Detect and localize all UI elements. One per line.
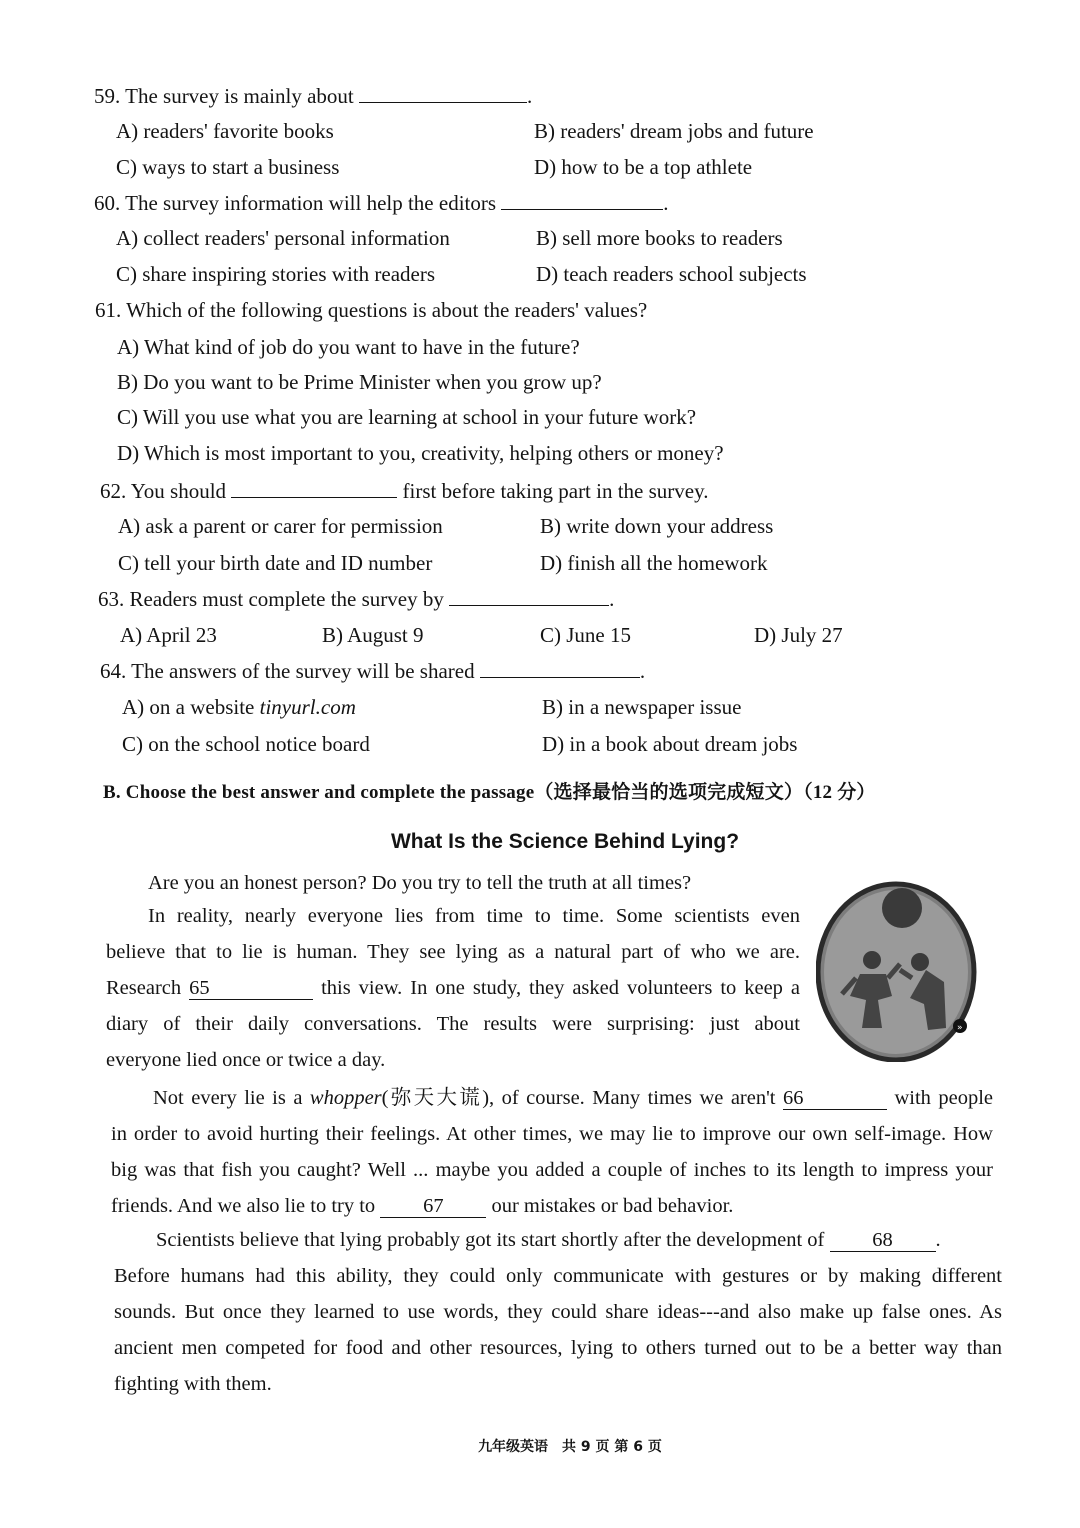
option-64-c[interactable]: C) on the school notice board bbox=[122, 732, 370, 756]
option-63-d[interactable]: D) July 27 bbox=[754, 623, 843, 647]
option-64-a[interactable]: A) on a website tinyurl.com bbox=[122, 695, 356, 719]
option-62-a[interactable]: A) ask a parent or carer for permission bbox=[118, 514, 443, 538]
passage-paragraph-3: Not every lie is a whopper(弥天大谎), of course. Many times we aren't 66 with people in order to avoid hurting their feelings. At other times, we may lie to improve our own self-image. How big was that fish you caught? Well ... maybe you added a couple of inches to its length to impress your friends. And we also lie to try to 67 our mistakes or bad behavior. bbox=[111, 1087, 994, 1217]
passage-paragraph-4: Scientists believe that lying probably got its start shortly after the development of 68 . Before humans had this ability, they could only communicate with gestures or by making different sounds. But once they learned to use words, they could share ideas---and also make up false ones. As ancient men competed for food and other resources, lying to others turned out to be a better way than fighting with them. bbox=[114, 1229, 1002, 1395]
option-62-b[interactable]: B) write down your address bbox=[540, 514, 774, 538]
blank-67[interactable]: 67 bbox=[380, 1195, 486, 1218]
answer-blank[interactable] bbox=[480, 657, 640, 678]
option-60-a[interactable]: A) collect readers' personal information bbox=[116, 226, 450, 250]
option-62-d[interactable]: D) finish all the homework bbox=[540, 551, 768, 575]
option-64-d[interactable]: D) in a book about dream jobs bbox=[542, 732, 798, 756]
option-61-b[interactable]: B) Do you want to be Prime Minister when you grow up? bbox=[117, 370, 602, 394]
answer-blank[interactable] bbox=[359, 82, 527, 103]
option-59-b[interactable]: B) readers' dream jobs and future bbox=[534, 119, 814, 143]
option-63-b[interactable]: B) August 9 bbox=[322, 623, 424, 647]
option-60-d[interactable]: D) teach readers school subjects bbox=[536, 262, 807, 286]
blank-66[interactable]: 66 bbox=[783, 1087, 887, 1110]
option-61-c[interactable]: C) Will you use what you are learning at school in your future work? bbox=[117, 405, 697, 429]
option-61-a[interactable]: A) What kind of job do you want to have in the future? bbox=[117, 335, 580, 359]
question-64-stem: 64. The answers of the survey will be shared . bbox=[100, 659, 646, 683]
answer-blank[interactable] bbox=[231, 477, 397, 498]
option-60-c[interactable]: C) share inspiring stories with readers bbox=[116, 262, 436, 286]
option-60-b[interactable]: B) sell more books to readers bbox=[536, 226, 783, 250]
option-59-c[interactable]: C) ways to start a business bbox=[116, 155, 340, 179]
option-62-c[interactable]: C) tell your birth date and ID number bbox=[118, 551, 433, 575]
question-61-stem: 61. Which of the following questions is about the readers' values? bbox=[95, 298, 648, 322]
option-59-d[interactable]: D) how to be a top athlete bbox=[534, 155, 753, 179]
page-footer: 九年级英语 共 9 页 第 6 页 bbox=[478, 1439, 662, 1455]
question-59-stem: 59. The survey is mainly about . bbox=[94, 84, 533, 108]
answer-blank[interactable] bbox=[449, 585, 609, 606]
question-62-stem: 62. You should first before taking part in the survey. bbox=[100, 479, 709, 503]
answer-blank[interactable] bbox=[501, 189, 663, 210]
option-59-a[interactable]: A) readers' favorite books bbox=[116, 119, 334, 143]
question-63-stem: 63. Readers must complete the survey by . bbox=[98, 587, 615, 611]
option-63-c[interactable]: C) June 15 bbox=[540, 623, 631, 647]
svg-text:»: » bbox=[957, 1023, 963, 1033]
question-60-stem: 60. The survey information will help the editors . bbox=[94, 191, 669, 215]
passage-paragraph-2: In reality, nearly everyone lies from time to time. Some scientists even believe that to lie is human. They see lying as a natural part of who we are. Research 65 this view. In one study, they asked volunteers to keep a diary of their daily conversations. The results were surprising: just about everyone lied once or twice a day. bbox=[106, 905, 800, 1071]
blank-65[interactable]: 65 bbox=[189, 977, 313, 1000]
passage-title: What Is the Science Behind Lying? bbox=[390, 830, 740, 853]
option-61-d[interactable]: D) Which is most important to you, creativity, helping others or money? bbox=[117, 441, 724, 465]
option-63-a[interactable]: A) April 23 bbox=[120, 623, 217, 647]
website-link: tinyurl.com bbox=[259, 695, 356, 719]
option-64-b[interactable]: B) in a newspaper issue bbox=[542, 695, 742, 719]
conversation-illustration bbox=[816, 878, 980, 1062]
section-b-heading: B. Choose the best answer and complete the passage（选择最恰当的选项完成短文）（12 分） bbox=[103, 782, 876, 803]
whopper-term: whopper bbox=[309, 1087, 382, 1109]
passage-paragraph-1: Are you an honest person? Do you try to tell the truth at all times? bbox=[148, 872, 692, 894]
blank-68[interactable]: 68 bbox=[830, 1229, 936, 1252]
